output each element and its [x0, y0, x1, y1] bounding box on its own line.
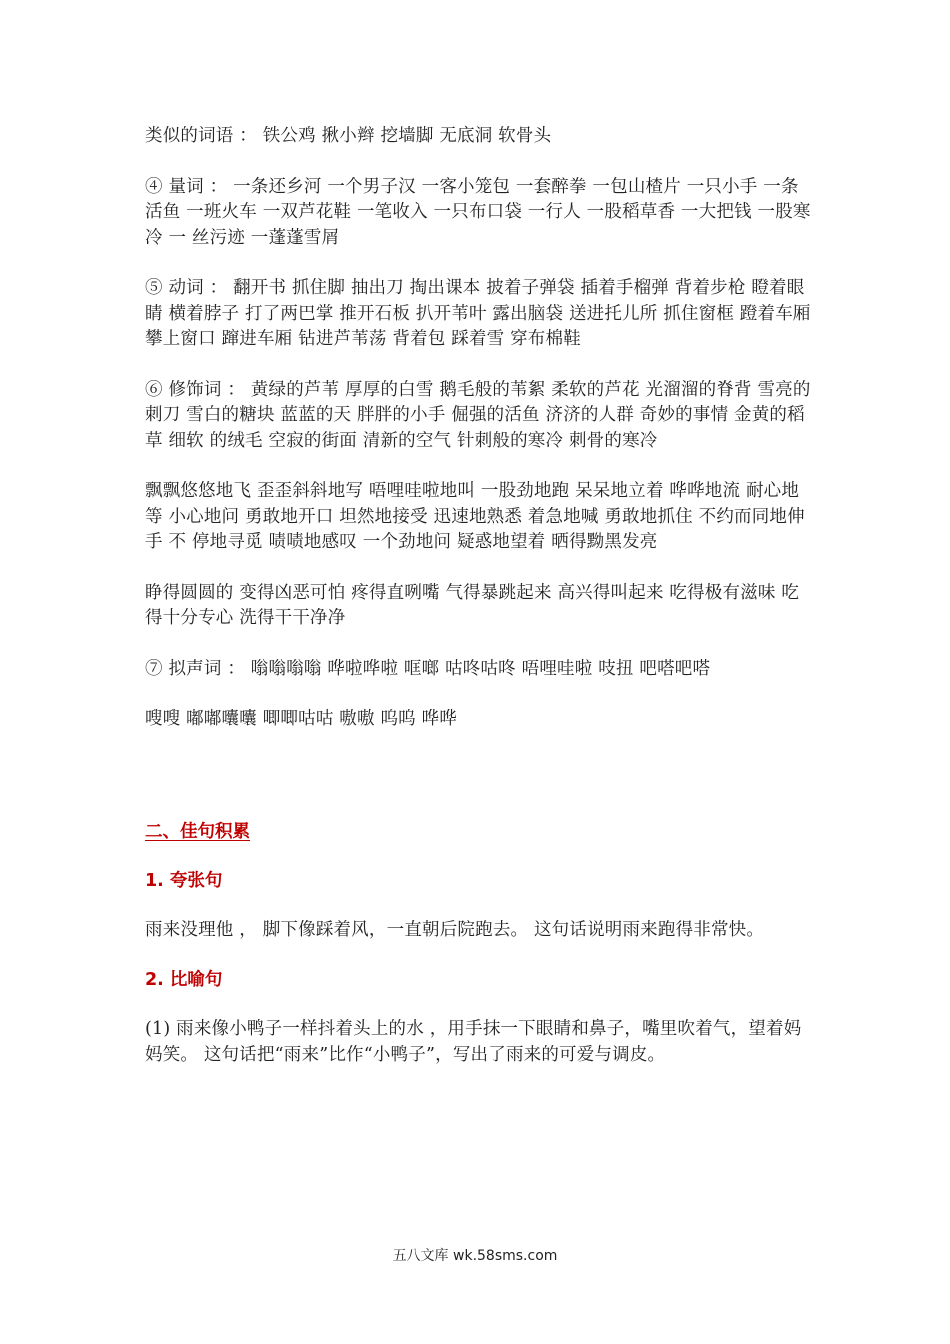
subheading-metaphor: 2. 比喻句 [145, 970, 223, 990]
verbs-paragraph: ⑤ 动词 ： 翻开书 抓住脚 抽出刀 掏出课本 披着子弹袋 插着手榴弹 背着步枪 瞪着眼睛 横着脖子 打了两巴掌 推开石板 扒开苇叶 露出脑袋 送进托儿所 抓住窗框 蹬着车厢 攀上窗口 蹿进车厢 钻进芦苇荡 背着包 踩着雪 穿布棉鞋 [145, 278, 811, 349]
hyperbole-sentence: 雨来没理他 ， 脚下像踩着风，一直朝后院跑去。 这句话说明雨来跑得非常快。 [145, 919, 765, 940]
section-heading: 二、佳句积累 [145, 821, 250, 842]
adverbial-phrases-paragraph: 飘飘悠悠地飞 歪歪斜斜地写 唔哩哇啦地叫 一股劲地跑 呆呆地立着 哗哗地流 耐心地等 小心地问 勇敢地开口 坦然地接受 迅速地熟悉 着急地喊 勇敢地抓住 不约而同地伸手 不 停地寻觅 啧啧地感叹 一个劲地问 疑惑地望着 晒得黝黑发亮 [145, 481, 805, 552]
footer-watermark: 五八文库 wk.58sms.com [392, 1248, 558, 1264]
subheading-hyperbole: 1. 夸张句 [145, 870, 223, 891]
metaphor-sentence: (1) 雨来像小鸭子一样抖着头上的水 ，用手抹一下眼睛和鼻子，嘴里吹着气，望着妈妈笑。 这句话把“雨来”比作“小鸭子”，写出了雨来的可爱与调皮。 [145, 1019, 802, 1065]
section-spacer [145, 758, 813, 820]
modifiers-paragraph: ⑥ 修饰词 ： 黄绿的芦苇 厚厚的白雪 鹅毛般的苇絮 柔软的芦花 光溜溜的脊背 雪亮的刺刀 雪白的糖块 蓝蓝的天 胖胖的小手 倔强的活鱼 济济的人群 奇妙的事情 金黄的稻草 细软 的绒毛 空寂的街面 清新的空气 针刺般的寒冷 刺骨的寒冷 [145, 379, 811, 451]
measure-words-paragraph: ④ 量词 ： 一条还乡河 一个男子汉 一客小笼包 一套醉拳 一包山楂片 一只小手 一条活鱼 一班火车 一双芦花鞋 一笔收入 一只布口袋 一行人 一股稻草香 一大把钱 一股寒冷 一 丝污迹 一蓬蓬雪屑 [145, 176, 811, 248]
onomatopoeia-continued-paragraph: 嗖嗖 嘟嘟囔囔 唧唧咕咕 嗷嗷 呜呜 哗哗 [145, 709, 458, 729]
complement-phrases-paragraph: 睁得圆圆的 变得凶恶可怕 疼得直咧嘴 气得暴跳起来 高兴得叫起来 吃得极有滋味 吃得十分专心 洗得干干净净 [145, 582, 800, 628]
onomatopoeia-paragraph: ⑦ 拟声词 ： 嗡嗡嗡嗡 哗啦哗啦 哐啷 咕咚咕咚 唔哩哇啦 吱扭 吧嗒吧嗒 [145, 658, 711, 679]
similar-words-paragraph: 类似的词语 ： 铁公鸡 揪小辫 挖墙脚 无底洞 软骨头 [145, 126, 552, 146]
document-content [145, 124, 813, 1093]
